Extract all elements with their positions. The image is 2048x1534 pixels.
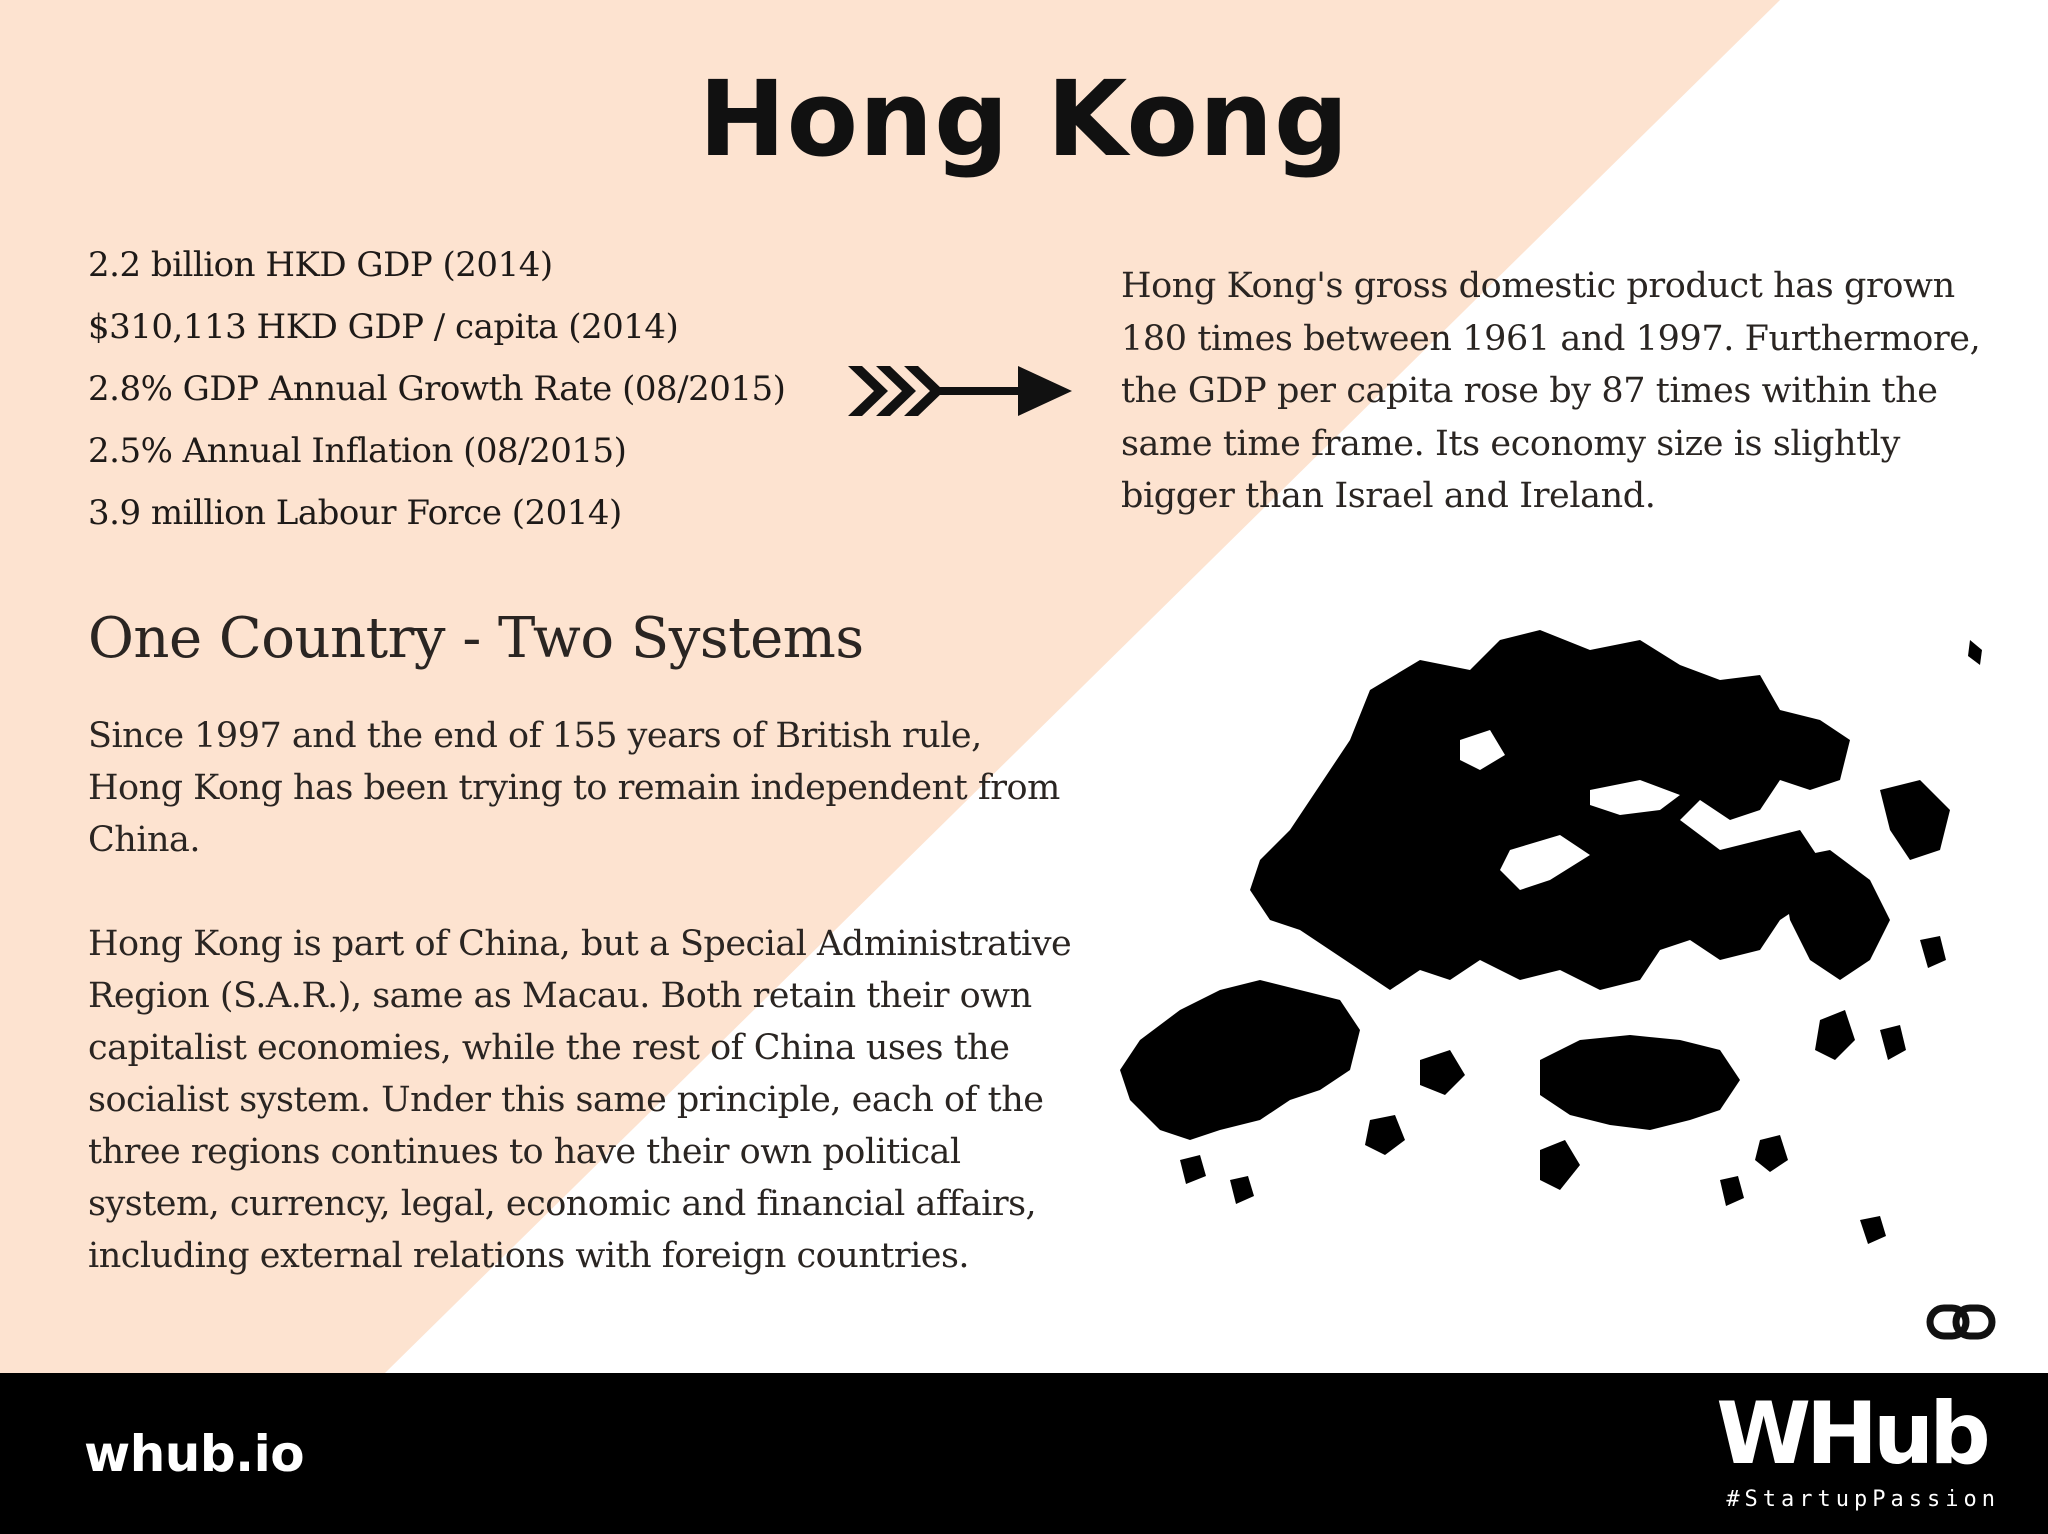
footer-bar [0, 1373, 2048, 1534]
section-heading: One Country - Two Systems [88, 606, 864, 671]
chevron-arrow-right-icon [848, 358, 1072, 424]
logo-text: WHub [1716, 1391, 1986, 1473]
whub-logo [1696, 1391, 2006, 1473]
footer-url[interactable]: whub.io [84, 1425, 305, 1483]
stat-inflation: 2.5% Annual Inflation (08/2015) [88, 431, 627, 471]
stat-gdp-per-capita: $310,113 HKD GDP / capita (2014) [88, 307, 679, 347]
sar-paragraph: Hong Kong is part of China, but a Special Administrative Region (S.A.R.), same as Macau. Both retain their own capitalist economies, while the rest of China uses the socialist system. Under this same principle, each of the three regions continues to have their own political system, currency, legal, economic and financial affairs, including external relations with foreign countries. [88, 924, 1072, 1276]
gdp-growth-paragraph: Hong Kong's gross domestic product has grown 180 times between 1961 and 1997. Furthermore, the GDP per capita rose by 87 times within the same time frame. Its economy size is slightly bigger than Israel and Ireland. [1121, 266, 1981, 516]
hong-kong-map [1120, 620, 1990, 1320]
stats-list [88, 234, 785, 544]
page-title: Hong Kong [698, 58, 1350, 180]
stat-growth-rate: 2.8% GDP Annual Growth Rate (08/2015) [88, 369, 786, 409]
link-icon[interactable] [1926, 1300, 1996, 1344]
stat-labour-force: 3.9 million Labour Force (2014) [88, 493, 622, 533]
stat-gdp: 2.2 billion HKD GDP (2014) [88, 245, 553, 285]
british-rule-paragraph: Since 1997 and the end of 155 years of British rule, Hong Kong has been trying to remain independent from China. [88, 716, 1060, 860]
footer-tagline: #StartupPassion [1726, 1487, 2000, 1512]
